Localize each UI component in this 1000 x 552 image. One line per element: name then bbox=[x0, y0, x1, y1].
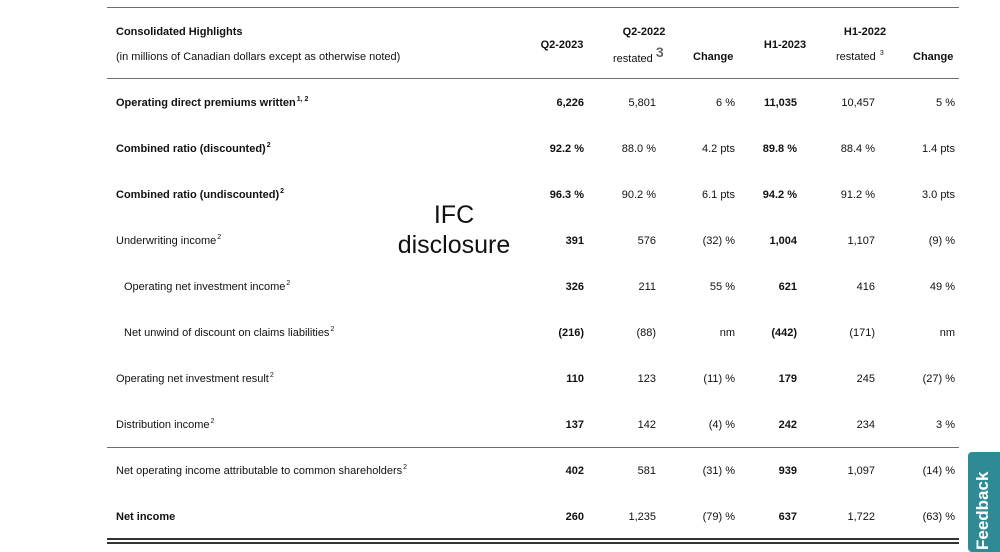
table-subtitle: (in millions of Canadian dollars except as otherwise noted) bbox=[116, 51, 401, 63]
cell-q2-2022: 90.2 % bbox=[621, 189, 656, 201]
row-label-text: Net unwind of discount on claims liabilities bbox=[124, 327, 330, 339]
cell-chg: 55 % bbox=[709, 281, 735, 293]
footnote-marker: 2 bbox=[269, 372, 274, 379]
cell-chg: nm bbox=[719, 327, 735, 339]
restated-footnote-marker: 3 bbox=[655, 44, 664, 60]
col-header-h1-2023: H1-2023 bbox=[763, 39, 807, 51]
row-label-text: Operating direct premiums written bbox=[116, 97, 296, 109]
table-title: Consolidated Highlights bbox=[116, 26, 243, 38]
cell-h1-2022: 416 bbox=[856, 281, 875, 293]
cell-h1-2023: 1,004 bbox=[769, 235, 797, 247]
footnote-marker: 2 bbox=[217, 234, 222, 241]
cell-q2-2023: 402 bbox=[565, 465, 584, 477]
table-bottom-rule-2 bbox=[107, 542, 959, 544]
footnote-marker: 2 bbox=[286, 280, 291, 287]
row-label bbox=[116, 373, 274, 386]
col-header-q2-2022-sub bbox=[613, 44, 664, 66]
col-header-change-2: Change bbox=[913, 51, 954, 63]
cell-h1-2022: 245 bbox=[856, 373, 875, 385]
cell-chg2: 3.0 pts bbox=[921, 189, 955, 201]
cell-q2-2023: (216) bbox=[558, 327, 584, 339]
row-label-text: Operating net investment result bbox=[116, 373, 269, 385]
cell-chg: 4.2 pts bbox=[701, 143, 735, 155]
cell-q2-2022: 211 bbox=[638, 281, 656, 293]
cell-chg2: nm bbox=[939, 327, 955, 339]
annotation-line-2: disclosure bbox=[397, 231, 511, 259]
cell-q2-2023: 260 bbox=[565, 511, 584, 523]
cell-q2-2023: 96.3 % bbox=[549, 189, 584, 201]
footnote-marker: 2 bbox=[280, 188, 285, 195]
cell-q2-2023: 6,226 bbox=[556, 97, 584, 109]
restated-label: restated bbox=[613, 53, 653, 65]
cell-h1-2023: 11,035 bbox=[763, 97, 797, 109]
col-header-change: Change bbox=[693, 51, 734, 63]
footnote-marker: 2 bbox=[266, 142, 271, 149]
cell-chg: (31) % bbox=[702, 465, 735, 477]
footnote-marker: 2 bbox=[210, 418, 215, 425]
cell-h1-2022: 88.4 % bbox=[840, 143, 875, 155]
row-label bbox=[116, 97, 308, 110]
cell-h1-2023: (442) bbox=[771, 327, 797, 339]
row-label-text: Operating net investment income bbox=[124, 281, 286, 293]
cell-q2-2022: 1,235 bbox=[628, 511, 656, 523]
cell-h1-2022: 234 bbox=[856, 419, 875, 431]
row-label-text: Net operating income attributable to common shareholders bbox=[116, 465, 403, 477]
row-label-text: Combined ratio (discounted) bbox=[116, 143, 266, 155]
cell-chg2: 3 % bbox=[936, 419, 955, 431]
cell-q2-2022: 581 bbox=[637, 465, 656, 477]
row-label bbox=[116, 511, 175, 524]
feedback-tab-label: Feedback bbox=[973, 471, 992, 550]
cell-q2-2022: 88.0 % bbox=[621, 143, 656, 155]
cell-h1-2022: 1,097 bbox=[847, 465, 875, 477]
cell-h1-2023: 242 bbox=[778, 419, 797, 431]
cell-q2-2023: 326 bbox=[565, 281, 584, 293]
cell-h1-2023: 94.2 % bbox=[762, 189, 797, 201]
cell-q2-2022: 123 bbox=[637, 373, 656, 385]
cell-chg: (32) % bbox=[702, 235, 735, 247]
annotation-line-1: IFC bbox=[433, 201, 475, 229]
col-header-q2-2022: Q2-2022 bbox=[622, 26, 666, 38]
row-label bbox=[116, 419, 214, 432]
distribution-rule bbox=[107, 447, 959, 448]
cell-h1-2022: (171) bbox=[849, 327, 875, 339]
col-header-q2-2023: Q2-2023 bbox=[540, 39, 584, 51]
feedback-tab[interactable] bbox=[968, 452, 1000, 552]
footnote-marker: 1, 2 bbox=[296, 96, 309, 103]
cell-h1-2022: 1,107 bbox=[847, 235, 875, 247]
col-header-h1-2022: H1-2022 bbox=[843, 26, 887, 38]
cell-q2-2023: 92.2 % bbox=[549, 143, 584, 155]
cell-q2-2022: (88) bbox=[636, 327, 656, 339]
row-label bbox=[124, 327, 334, 340]
cell-q2-2023: 391 bbox=[565, 235, 584, 247]
cell-q2-2022: 5,801 bbox=[628, 97, 656, 109]
table-bottom-rule-1 bbox=[107, 538, 959, 540]
cell-chg: 6 % bbox=[716, 97, 735, 109]
restated-footnote-marker: 3 bbox=[879, 50, 884, 57]
cell-chg2: (14) % bbox=[922, 465, 955, 477]
cell-h1-2022: 91.2 % bbox=[840, 189, 875, 201]
row-label-text: Net income bbox=[116, 511, 176, 523]
cell-chg2: (63) % bbox=[922, 511, 955, 523]
footnote-marker: 2 bbox=[330, 326, 335, 333]
cell-chg: (11) % bbox=[703, 373, 735, 385]
row-label-text: Combined ratio (undiscounted) bbox=[116, 189, 280, 201]
cell-chg2: 5 % bbox=[936, 97, 955, 109]
row-label bbox=[116, 465, 407, 478]
col-header-h1-2022-sub bbox=[836, 51, 884, 64]
cell-chg2: 1.4 pts bbox=[921, 143, 955, 155]
cell-chg2: (9) % bbox=[928, 235, 955, 247]
row-label bbox=[124, 281, 290, 294]
cell-h1-2023: 89.8 % bbox=[762, 143, 797, 155]
row-label-text: Underwriting income bbox=[116, 235, 217, 247]
cell-chg2: 49 % bbox=[929, 281, 955, 293]
row-label bbox=[116, 235, 221, 248]
row-label bbox=[116, 143, 271, 156]
cell-q2-2023: 137 bbox=[565, 419, 584, 431]
ifc-disclosure-annotation bbox=[378, 200, 530, 260]
restated-label: restated bbox=[836, 51, 876, 63]
cell-h1-2023: 939 bbox=[778, 465, 797, 477]
cell-chg2: (27) % bbox=[922, 373, 955, 385]
cell-q2-2023: 110 bbox=[566, 373, 584, 385]
cell-chg: 6.1 pts bbox=[701, 189, 735, 201]
cell-h1-2022: 10,457 bbox=[841, 97, 875, 109]
cell-q2-2022: 142 bbox=[637, 419, 656, 431]
row-label-text: Distribution income bbox=[116, 419, 210, 431]
cell-q2-2022: 576 bbox=[637, 235, 656, 247]
cell-h1-2023: 179 bbox=[778, 373, 797, 385]
footnote-marker: 2 bbox=[403, 464, 408, 471]
header-bottom-rule bbox=[107, 78, 959, 79]
table-top-rule bbox=[107, 7, 959, 8]
cell-chg: (4) % bbox=[708, 419, 735, 431]
row-label bbox=[116, 189, 284, 202]
cell-h1-2022: 1,722 bbox=[847, 511, 875, 523]
cell-h1-2023: 621 bbox=[778, 281, 797, 293]
cell-chg: (79) % bbox=[702, 511, 735, 523]
cell-h1-2023: 637 bbox=[778, 511, 797, 523]
